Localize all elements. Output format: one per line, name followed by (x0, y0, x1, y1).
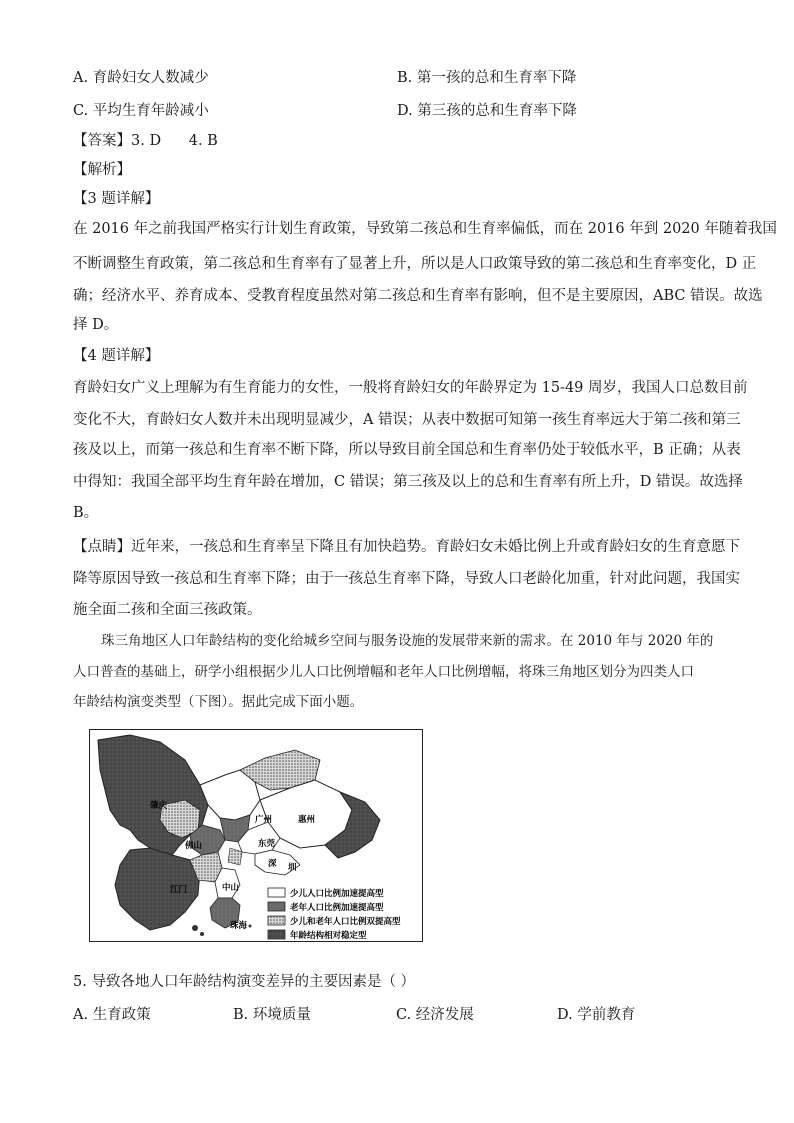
label-foshan: 佛山 (185, 841, 203, 851)
q5-option-a: A. 生育政策 (73, 1007, 151, 1023)
label-guangzhou: 广州 (255, 815, 273, 825)
q4-heading: 【4 题详解】 (73, 348, 160, 364)
legend-label-both: 少儿和老年人口比例双提高型 (290, 917, 401, 927)
option-c-q4: C. 平均生育年龄减小 (73, 103, 209, 119)
legend-swatch-stable (268, 930, 285, 939)
answer-label: 【答案】 (73, 133, 131, 149)
island-2 (200, 932, 204, 936)
pearl-river-delta-map (89, 729, 423, 942)
legend-label-elderly: 老年人口比例加速提高型 (290, 903, 384, 913)
label-shenzhen: 深 (268, 859, 277, 869)
tip-line-3: 施全面二孩和全面三孩政策。 (73, 602, 262, 618)
q5-option-c: C. 经济发展 (396, 1007, 474, 1023)
label-huizhou: 惠州 (298, 815, 316, 825)
answer-value: 3. D 4. B (131, 133, 218, 149)
map-svg (90, 730, 422, 941)
q5-option-d: D. 学前教育 (557, 1007, 636, 1023)
label-zhaoqing: 肇庆 (150, 801, 168, 811)
tip-line-1 (73, 537, 740, 557)
label-shenzhen-2: 圳 (288, 863, 297, 873)
island-3 (249, 925, 252, 928)
option-a-q4: A. 育龄妇女人数减少 (73, 70, 209, 86)
island-1 (192, 925, 198, 931)
q3-heading: 【3 题详解】 (73, 191, 160, 207)
option-b-q4: B. 第一孩的总和生育率下降 (397, 70, 577, 86)
q4-line-5: B。 (73, 505, 99, 521)
legend-label-children: 少儿人口比例加速提高型 (290, 889, 384, 899)
material-line-3: 年龄结构演变类型（下图）。据此完成下面小题。 (73, 694, 364, 710)
material-line-2: 人口普查的基础上，研学小组根据少儿人口比例增幅和老年人口比例增幅，将珠三角地区划分为四类人口 (73, 664, 694, 680)
q3-line-3: 确；经济水平、养育成本、受教育程度虽然对第二孩总和生育率有影响，但不是主要原因，ABC 错误。故选 (73, 288, 763, 304)
q3-line-1: 在 2016 年之前我国严格实行计划生育政策，导致第二孩总和生育率偏低，而在 2016 年到 2020 年随着我国 (73, 221, 777, 237)
option-d-q4: D. 第三孩的总和生育率下降 (397, 103, 577, 119)
legend-swatch-elderly (268, 902, 285, 911)
q4-line-3: 孩及以上，而第一孩总和生育率不断下降，所以导致目前全国总和生育率仍处于较低水平，B 正确；从表 (73, 442, 741, 458)
q4-line-2: 变化不大，育龄妇女人数并未出现明显减少，A 错误；从表中数据可知第一孩生育率远大于第二孩和第三 (73, 412, 741, 428)
analysis-label: 【解析】 (73, 162, 131, 178)
region-jiangmen (115, 848, 200, 930)
label-dongguan: 东莞 (258, 839, 276, 849)
answer-line (73, 131, 218, 151)
q4-line-4: 中得知：我国全部平均生育年龄在增加，C 错误；第三孩及以上的总和生育率有所上升，D 错误。故选择 (73, 474, 743, 490)
label-zhuhai: 珠海 (230, 921, 248, 931)
tip-line-2: 降等原因导致一孩总和生育率下降；由于一孩总生育率下降，导致人口老龄化加重，针对此问题，我国实 (73, 571, 740, 587)
legend-swatch-both (268, 916, 285, 925)
legend-swatch-children (268, 888, 285, 897)
region-dongguan-dots (228, 848, 242, 865)
material-line-1: 珠三角地区人口年龄结构的变化给城乡空间与服务设施的发展带来新的需求。在 2010 年与 2020 年的 (101, 633, 714, 649)
q4-line-1: 育龄妇女广义上理解为有生育能力的女性，一般将育龄妇女的年龄界定为 15-49 周岁，我国人口总数目前 (73, 380, 748, 396)
map-legend (268, 888, 401, 941)
label-jiangmen: 江门 (170, 885, 188, 895)
q3-line-2: 不断调整生育政策，第二孩总和生育率有了显著上升，所以是人口政策导致的第二孩总和生育率变化，D 正 (73, 256, 757, 272)
label-zhongshan: 中山 (222, 883, 240, 893)
legend-label-stable: 年龄结构相对稳定型 (290, 931, 367, 941)
q5-stem: 5. 导致各地人口年龄结构演变差异的主要因素是（ ） (73, 974, 416, 990)
tip-label: 【点睛】 (73, 539, 131, 555)
tip-text-1: 近年来，一孩总和生育率呈下降且有加快趋势。育龄妇女未婚比例上升或育龄妇女的生育意愿下 (131, 539, 740, 555)
q3-line-4: 择 D。 (73, 317, 119, 333)
q5-option-b: B. 环境质量 (233, 1007, 311, 1023)
